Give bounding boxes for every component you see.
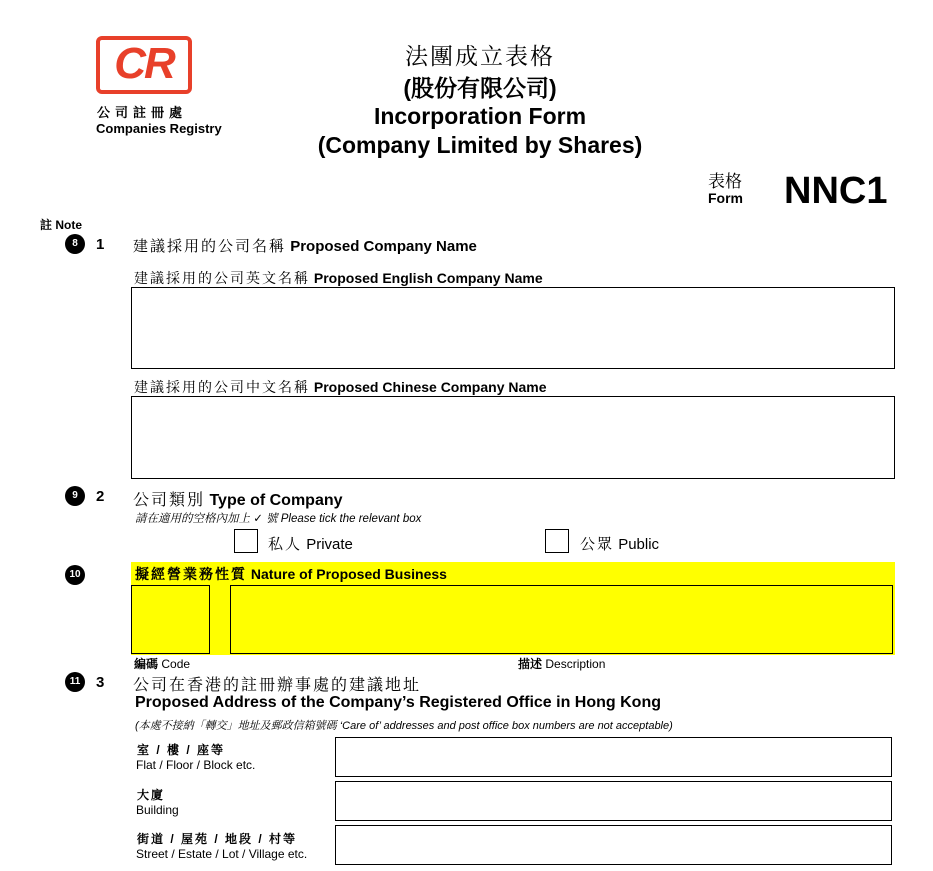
english-name-label-en: Proposed English Company Name (313, 270, 543, 286)
building-label-en: Building (136, 803, 179, 817)
private-checkbox[interactable] (234, 529, 258, 553)
business-title (135, 564, 447, 584)
note-badge-8: 8 (65, 234, 85, 254)
business-description-field[interactable] (230, 585, 893, 654)
section3-title-zh: 公司在香港的註冊辦事處的建議地址 (133, 677, 422, 694)
code-caption-en: Code (161, 657, 191, 671)
form-subtitle-zh: (股份有限公司) (403, 75, 557, 101)
chinese-company-name-field[interactable] (131, 396, 895, 479)
section2-title-en: Type of Company (209, 492, 343, 509)
english-company-name-field[interactable] (131, 287, 895, 369)
tick-instruction (135, 510, 421, 526)
private-option-en: Private (306, 536, 353, 553)
description-caption (518, 655, 605, 672)
code-caption (134, 655, 190, 672)
description-caption-en: Description (545, 657, 606, 671)
section1-title-zh: 建議採用的公司名稱 (133, 238, 287, 255)
chinese-name-label (134, 377, 547, 397)
note-badge-10: 10 (65, 565, 85, 585)
address-caveat (135, 717, 673, 733)
flat-floor-label-en: Flat / Floor / Block etc. (136, 758, 256, 772)
tick-instruction-zh: 請在適用的空格內加上 ✓ 號 (135, 513, 278, 525)
street-label-en: Street / Estate / Lot / Village etc. (136, 847, 308, 861)
building-field[interactable] (335, 781, 892, 821)
note-column-label: 註 Note (40, 218, 83, 232)
business-title-en: Nature of Proposed Business (250, 566, 447, 582)
section3-title-en: Proposed Address of the Company’s Registered Office in Hong Kong (135, 694, 661, 711)
public-option-en: Public (618, 536, 660, 553)
flat-floor-label-zh: 室 / 樓 / 座等 (137, 743, 226, 757)
public-option-zh: 公眾 (580, 536, 615, 553)
registry-name-en: Companies Registry (96, 121, 222, 136)
section2-title-zh: 公司類別 (133, 492, 206, 509)
companies-registry-logo: CR (96, 36, 192, 94)
form-label-en: Form (708, 190, 743, 206)
registry-name-zh: 公司註冊處 (97, 105, 188, 120)
section-number-2: 2 (96, 488, 105, 505)
section-number-1: 1 (96, 236, 105, 253)
business-code-field[interactable] (131, 585, 210, 654)
form-title-en: Incorporation Form (373, 103, 587, 129)
flat-floor-field[interactable] (335, 737, 892, 777)
description-caption-zh: 描述 (518, 657, 543, 671)
section1-title-en: Proposed Company Name (290, 238, 477, 255)
public-checkbox[interactable] (545, 529, 569, 553)
code-caption-zh: 編碼 (134, 657, 159, 671)
chinese-name-label-en: Proposed Chinese Company Name (313, 379, 547, 395)
street-field[interactable] (335, 825, 892, 865)
building-label-zh: 大廈 (137, 788, 166, 802)
section-number-3: 3 (96, 674, 105, 691)
business-title-zh: 擬經營業務性質 (135, 566, 247, 582)
section2-title (133, 487, 343, 510)
form-title-zh: 法團成立表格 (405, 43, 555, 69)
english-name-label (134, 268, 543, 288)
street-label-zh: 街道 / 屋苑 / 地段 / 村等 (137, 832, 298, 846)
private-option-zh: 私人 (268, 536, 303, 553)
address-caveat-zh: (本處不接納「轉交」地址及郵政信箱號碼 (135, 720, 337, 732)
private-option-label (268, 533, 353, 554)
tick-instruction-en: Please tick the relevant box (280, 513, 422, 525)
form-code: NNC1 (784, 170, 888, 212)
note-badge-11: 11 (65, 672, 85, 692)
public-option-label (580, 533, 659, 554)
section1-title (133, 235, 477, 256)
form-subtitle-en: (Company Limited by Shares) (317, 132, 643, 158)
english-name-label-zh: 建議採用的公司英文名稱 (134, 270, 310, 286)
form-label-zh: 表格 (708, 172, 742, 191)
address-caveat-en: ‘Care of’ addresses and post office box numbers are not acceptable) (339, 720, 673, 732)
note-badge-9: 9 (65, 486, 85, 506)
chinese-name-label-zh: 建議採用的公司中文名稱 (134, 379, 310, 395)
